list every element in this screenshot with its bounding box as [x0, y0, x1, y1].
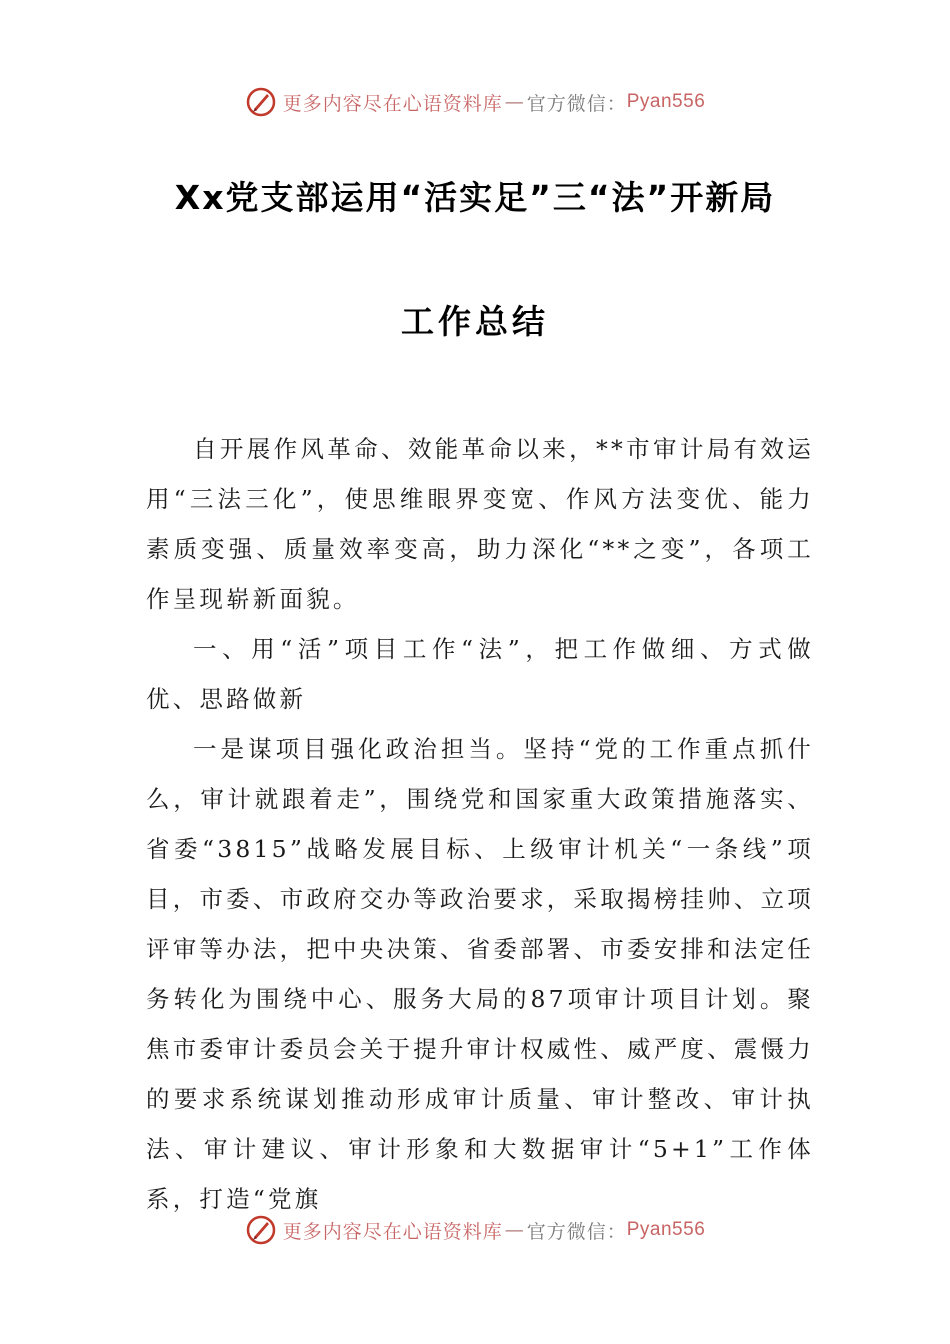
document-title: Xx党支部运用“活实足”三“法”开新局 — [174, 178, 776, 217]
banner-brand-text: 更多内容尽在心语资料库 — [282, 1220, 503, 1243]
banner-account: Pyan556 — [626, 1219, 706, 1240]
paragraph-heading-1: 一、用“活”项目工作“法”，把工作做细、方式做优、思路做新 — [146, 635, 814, 713]
quill-logo-icon — [245, 1214, 277, 1246]
quill-logo-icon — [245, 86, 277, 118]
banner-account: Pyan556 — [626, 91, 706, 112]
banner-wechat-label: 官方微信： — [526, 92, 627, 115]
banner-brand-text: 更多内容尽在心语资料库 — [282, 92, 503, 115]
header-banner — [0, 84, 950, 120]
banner-wechat-label: 官方微信： — [526, 1220, 627, 1243]
paragraph-intro: 自开展作风革命、效能革命以来，**市审计局有效运用“三法三化”，使思维眼界变宽、作风方法变优、能力素质变强、质量效率变高，助力深化“**之变”，各项工作呈现崭新面貌。 — [146, 435, 814, 613]
document-subtitle: 工作总结 — [401, 302, 549, 341]
banner-separator: — — [504, 1219, 525, 1241]
paragraph-item-1: 一是谋项目强化政治担当。坚持“党的工作重点抓什么，审计就跟着走”，围绕党和国家重大政策措施落实、省委“3815”战略发展目标、上级审计机关“一条线”项目，市委、市政府交办等政治要求，采取揭榜挂帅、立项评审等办法，把中央决策、省委部署、市委安排和法定任务转化为围绕中心、服务大局的87项审计项目计划。聚焦市委审计委员会关于提升审计权威性、威严度、震慑力的要求系统谋划推动形成审计质量、审计整改、审计执法、审计建议、审计形象和大数据审计“5+1”工作体系，打造“党旗 — [146, 735, 814, 1213]
document-body — [146, 424, 814, 1224]
footer-banner — [0, 1212, 950, 1248]
banner-separator: — — [504, 91, 525, 113]
